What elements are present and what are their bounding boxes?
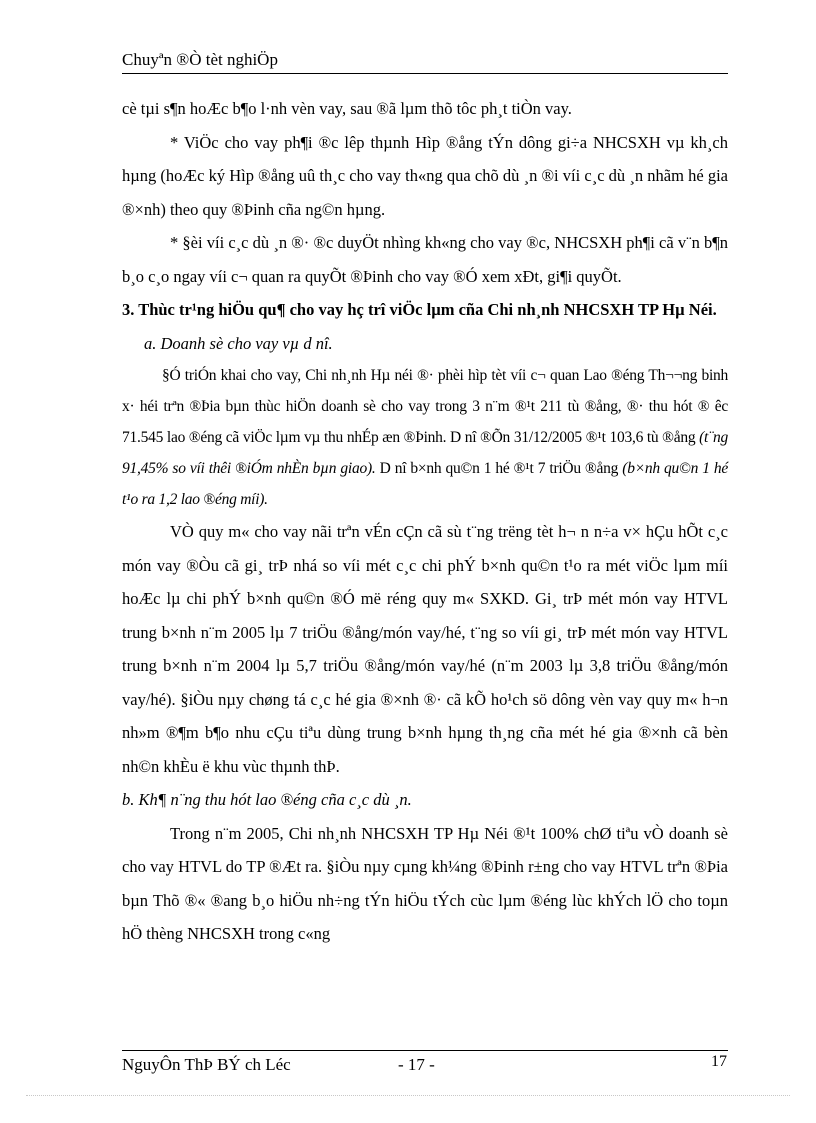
footer-author: NguyÔn ThÞ BÝ ch Léc xyxy=(122,1055,291,1074)
paragraph-loan-scale: VÒ quy m« cho vay nãi trªn vÉn cÇn cã sù t¨ng trëng tèt h¬ n n÷a v× hÇu hÕt c¸c món vay ®Òu cã gi¸ trÞ nhá so víi mét c¸c chi phÝ b×nh qu©n t¹o ra mét viÖc lµm míi hoÆc lµ chi phÝ b×nh qu©n ®Ó më réng quy m« SXKD. Gi¸ trÞ mét món vay HTVL trung b×nh n¨m 2005 lµ 7 triÖu ®ång/món vay/hé, t¨ng so víi gi¸ trÞ mét món vay HTVL trung b×nh n¨m 2004 lµ 5,7 triÖu ®ång/món vay/hé (n¨m 2003 lµ 3,8 triÖu ®ång/món vay/hé). §iÒu nµy chøng tá c¸c hé gia ®×nh ®· cã kÕ ho¹ch sö dông vèn vay quy m« h¬n nh»m ®¶m b¶o nhu cÇu tiªu dùng trung b×nh hµng th¸ng cña mét hé gia ®×nh cã bèn nh©n khÈu ë khu vùc thµnh thÞ. xyxy=(122,522,728,776)
paragraph-labor-attraction: Trong n¨m 2005, Chi nh¸nh NHCSXH TP Hµ Néi ®¹t 100% chØ tiªu vÒ doanh sè cho vay HTVL do TP ®Æt ra. §iÒu nµy cµng kh¼ng ®Þinh r±ng cho vay HTVL trªn ®Þia bµn Thõ ®« ®ang b¸o hiÖu nh÷ng tÝn hiÖu tÝch cùc lµm ®éng lùc khÝch lÖ cho toµn hÖ thèng NHCSXH trong c«ng xyxy=(122,823,728,943)
page-content xyxy=(122,92,728,951)
footer-divider xyxy=(122,1050,728,1051)
section-heading-3: 3. Thùc tr¹ng hiÖu qu¶ cho vay hç trî viÖc lµm cña Chi nh¸nh NHCSXH TP Hµ Néi. xyxy=(122,300,717,319)
page-bottom-border xyxy=(26,1095,790,1096)
subheading-a: a. Doanh sè cho vay vµ d nî. xyxy=(144,333,333,353)
loan-volume-text: §Ó triÓn khai cho vay, Chi nh¸nh Hµ néi ®· phèi hìp tèt víi c¬ quan Lao ®éng Th¬¬ng binh x· héi trªn ®Þia bµn thùc hiÖn doanh sè cho vay trong 3 n¨m ®¹t 211 tù ®ång, ®· thu hót ® êc 71.545 lao ®éng cã viÖc lµm vµ thu nhÉp æn ®Þinh. D nî ®Õn 31/12/2005 ®¹t 103,6 tù ®ång xyxy=(122,367,728,446)
loan-volume-note-1: (t¨ng 91,45% so víi thêi ®iÓm nhÈn bµn giao). xyxy=(122,429,728,477)
loan-volume-text-2: D nî b×nh qu©n 1 hé ®¹t 7 triÖu ®ång xyxy=(375,460,623,477)
footer-page-number-center: - 17 - xyxy=(398,1055,435,1074)
paragraph-rejected-projects: * §èi víi c¸c dù ¸n ®· ®c duyÖt nhìng kh«ng cho vay ®c, NHCSXH ph¶i cã v¨n b¶n b¸o c¸o ngay víi c¬ quan ra quyÕt ®Þinh cho vay ®Ó xem xÐt, gi¶i quyÕt. xyxy=(122,233,728,286)
loan-volume-note-2: (b×nh qu©n 1 hé t¹o ra 1,2 lao ®éng míi). xyxy=(122,460,728,508)
subheading-b: b. Kh¶ n¨ng thu hót lao ®éng cña c¸c dù ¸n. xyxy=(122,790,412,809)
footer-page-number-right: 17 xyxy=(711,1053,727,1070)
paragraph-continued: cè tµi s¶n hoÆc b¶o l·nh vèn vay, sau ®ã lµm thõ tôc ph¸t tiÒn vay. xyxy=(122,99,572,118)
page-header-title: Chuyªn ®Ò tèt nghiÖp xyxy=(122,50,728,74)
paragraph-loan-contract: * ViÖc cho vay ph¶i ®c lêp thµnh Hìp ®ång tÝn dông gi÷a NHCSXH vµ kh¸ch hµng (hoÆc ký Hìp ®ång uû th¸c cho vay th«ng qua chõ dù ¸n ®i víi c¸c dù ¸n nhãm hé gia ®×nh) theo quy ®Þinh cña ng©n hµng. xyxy=(122,132,728,219)
paragraph-loan-volume xyxy=(122,360,728,515)
